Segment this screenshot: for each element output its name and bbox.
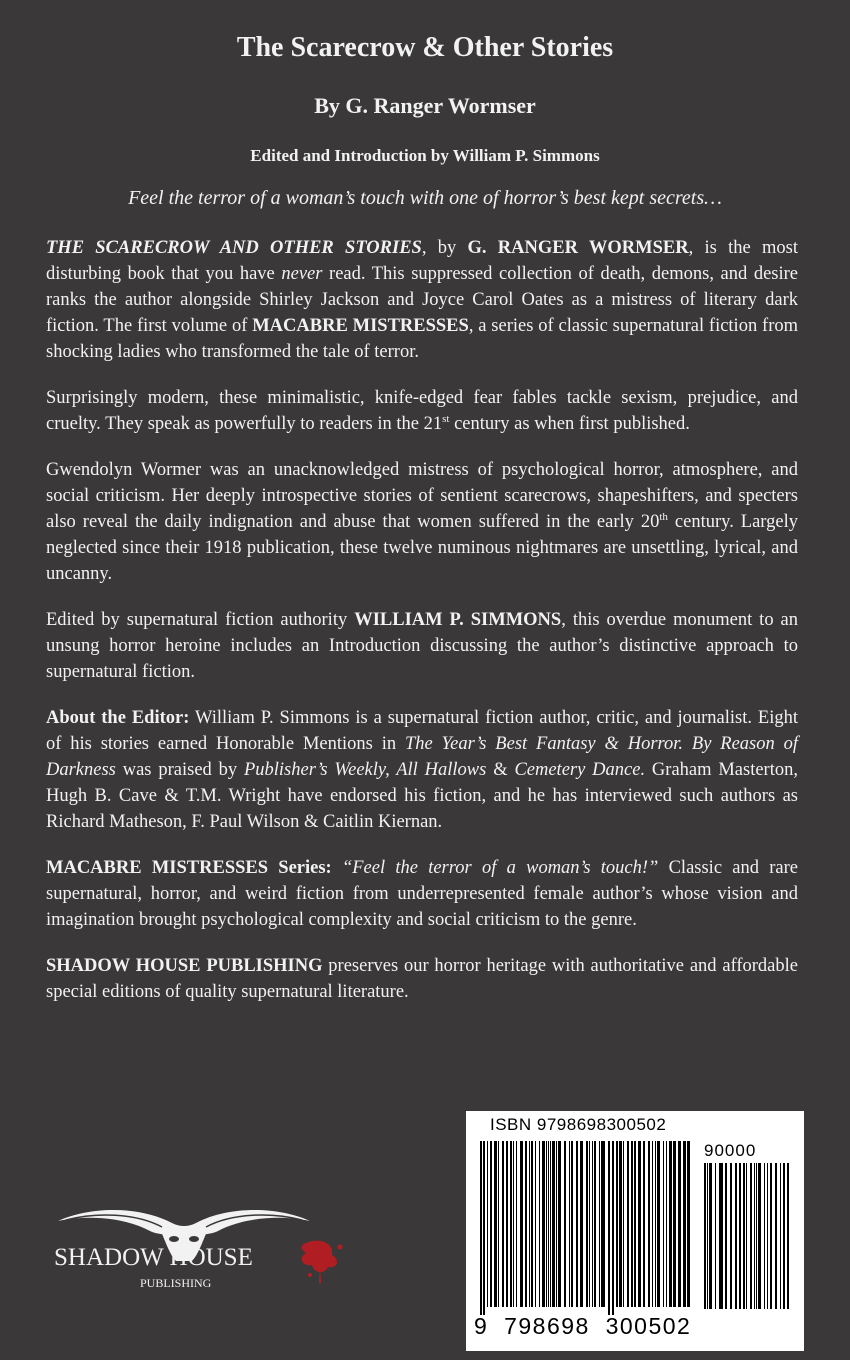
author-line: By G. Ranger Wormser <box>314 93 536 118</box>
barcode-bar <box>657 1141 660 1307</box>
series-caps: MACABRE MISTRESSES <box>252 316 469 336</box>
paragraph-about-editor <box>46 705 798 835</box>
barcode-bar <box>502 1141 504 1307</box>
barcode-bar <box>754 1163 755 1309</box>
barcode-bar <box>673 1141 676 1307</box>
barcode-bar <box>725 1163 727 1309</box>
barcode-bar <box>569 1141 570 1307</box>
barcode-bar <box>535 1141 536 1307</box>
addon-barcode-bars <box>702 1163 792 1313</box>
barcode-bar <box>678 1141 681 1307</box>
barcode-bar <box>592 1141 593 1307</box>
barcode-bar <box>709 1163 712 1309</box>
barcode-bar <box>648 1141 650 1307</box>
barcode-bar <box>764 1163 765 1309</box>
barcode-bar <box>631 1141 633 1307</box>
barcode-bar <box>666 1141 667 1307</box>
barcode-bar <box>552 1141 555 1307</box>
italic-run: Publisher’s Weekly, All Hallows <box>243 760 487 780</box>
barcode-bar <box>652 1141 653 1307</box>
price-code: 90000 <box>704 1141 757 1160</box>
text-run: , is the most disturbing book that you have <box>46 238 799 284</box>
barcode-bar <box>746 1163 747 1309</box>
barcode-bar <box>599 1141 600 1307</box>
barcode-bar <box>663 1141 664 1307</box>
barcode-bar <box>580 1141 583 1307</box>
italic-run: The Year’s Best Fantasy & Horror. By Reason of Darkness <box>46 734 798 780</box>
logo-subtitle: PUBLISHING <box>140 1276 212 1290</box>
text-run: Edited by supernatural fiction authority <box>46 610 355 630</box>
bull-skull-icon <box>48 1203 348 1293</box>
barcode-bar <box>564 1141 566 1307</box>
barcode-bar <box>576 1141 578 1307</box>
barcode-bar <box>719 1163 723 1309</box>
barcode-bar <box>594 1141 596 1307</box>
text-run: Classic and rare supernatural, horror, and weird fiction from underrepresented female author’s whose vision and imagination brought psychological complexity and social criticism to the genre. <box>46 858 798 930</box>
barcode-bar <box>687 1141 690 1307</box>
barcode-bar <box>608 1141 610 1315</box>
barcode-bar <box>707 1163 708 1309</box>
barcode-bar <box>483 1141 485 1315</box>
barcode-bar <box>546 1141 547 1307</box>
publisher-caps: SHADOW HOUSE PUBLISHING <box>46 956 323 976</box>
text-run: was praised by <box>115 760 244 780</box>
barcode-bar <box>490 1141 492 1307</box>
barcode-bar <box>542 1141 545 1307</box>
barcode-bar <box>586 1141 588 1307</box>
barcode-bar <box>513 1141 514 1307</box>
paragraph-editor <box>46 607 798 685</box>
barcode-bar <box>730 1163 732 1309</box>
barcode-bar <box>750 1163 752 1309</box>
barcode-bar <box>612 1141 614 1315</box>
barcode-bar <box>683 1141 686 1307</box>
barcode-bar <box>510 1141 512 1307</box>
blurb <box>46 235 798 1025</box>
barcode-bar <box>539 1141 540 1307</box>
barcode-bar <box>525 1141 527 1307</box>
barcode-bar <box>498 1141 499 1307</box>
barcode-bar <box>487 1141 488 1307</box>
barcode-bar <box>623 1141 624 1307</box>
text-run: , this overdue monument to an unsung horror heroine includes an Introduction discussing the author’s distinctive approach to supernatural fiction. <box>46 610 799 682</box>
text-run: , a series of classic supernatural fiction from shocking ladies who transformed the tale of terror. <box>46 316 798 362</box>
editor-caps: WILLIAM P. SIMMONS <box>354 610 562 630</box>
barcode-bar <box>556 1141 557 1307</box>
barcode-bar <box>601 1141 605 1307</box>
barcode-bar <box>627 1141 629 1307</box>
barcode-bar <box>669 1141 672 1307</box>
barcode-bar <box>516 1141 517 1307</box>
isbn-digits: 9 798698 300502 <box>474 1313 692 1339</box>
barcode-bars <box>478 1141 692 1317</box>
series-label: MACABRE MISTRESSES Series: <box>46 858 332 878</box>
barcode-bar <box>704 1163 706 1309</box>
about-editor-label: About the Editor: <box>46 708 190 728</box>
italic-run: Cemetery Dance. <box>514 760 646 780</box>
barcode-bar <box>770 1163 772 1309</box>
text-run: century. Largely neglected since their 1918 publication, these twelve numinous nightmares are unsettling, lyrical, and uncanny. <box>46 512 798 584</box>
barcode-bar <box>783 1163 785 1309</box>
ordinal-sup: st <box>442 412 450 425</box>
barcode-bar <box>715 1163 716 1309</box>
barcode-bar <box>634 1141 636 1307</box>
barcode-bar <box>643 1141 645 1307</box>
series-quote: “Feel the terror of a woman’s touch!” <box>341 858 659 878</box>
text-run: William P. Simmons is a supernatural fiction author, critic, and journalist. Eight of his stories earned Honorable Mentions in <box>46 708 798 754</box>
ordinal-sup: th <box>659 510 668 523</box>
paragraph-author <box>46 457 798 587</box>
barcode-bar <box>743 1163 745 1309</box>
text-run: , by <box>421 238 468 258</box>
isbn-label: ISBN 9798698300502 <box>490 1115 667 1134</box>
text-run: century as when first published. <box>449 414 690 434</box>
barcode-bar <box>758 1163 761 1309</box>
barcode-bar <box>735 1163 737 1309</box>
barcode-bar <box>529 1141 530 1307</box>
barcode-bar <box>775 1163 777 1309</box>
paragraph-modern <box>46 385 798 437</box>
barcode-bar <box>739 1163 741 1309</box>
paragraph-intro <box>46 235 798 365</box>
barcode-bar <box>531 1141 533 1307</box>
barcode-bar <box>638 1141 641 1307</box>
book-title: The Scarecrow & Other Stories <box>236 32 614 63</box>
barcode-bar <box>787 1163 789 1309</box>
logo-wordmark: SHADOW HOUSE <box>54 1244 253 1271</box>
barcode-bar <box>520 1141 523 1307</box>
author-caps: G. RANGER WORMSER <box>467 238 689 258</box>
text-run: & <box>486 760 515 780</box>
text-run: Graham Masterton, Hugh B. Cave & T.M. Wright have endorsed his fiction, and he has interviewed such authors as Richard Matheson, F. Paul Wilson & Caitlin Kiernan. <box>46 760 798 832</box>
barcode-bar <box>558 1141 561 1307</box>
barcode-bar <box>780 1163 781 1309</box>
barcode-bar <box>767 1163 768 1309</box>
barcode-bar <box>616 1141 618 1307</box>
title-caps: THE SCARECROW AND OTHER STORIES <box>46 238 422 258</box>
barcode-bar <box>550 1141 551 1307</box>
barcode-bar <box>756 1163 757 1309</box>
publisher-logo <box>48 1203 348 1293</box>
tagline: Feel the terror of a woman’s touch with one of horror’s best kept secrets… <box>128 187 722 209</box>
text-run <box>332 858 342 878</box>
isbn-barcode <box>466 1111 804 1351</box>
barcode-bar <box>480 1141 482 1315</box>
barcode-bar <box>494 1141 497 1307</box>
text-run: preserves our horror heritage with authoritative and affordable special editions of quality supernatural literature. <box>46 956 798 1002</box>
editor-line: Edited and Introduction by William P. Simmons <box>250 146 600 165</box>
barcode-bar <box>619 1141 622 1307</box>
barcode-bar <box>589 1141 590 1307</box>
barcode-bar <box>506 1141 508 1307</box>
barcode-bar <box>571 1141 573 1307</box>
paragraph-publisher <box>46 953 798 1005</box>
text-run: Gwendolyn Wormer was an unacknowledged mistress of psychological horror, atmosphere, and social criticism. Her deeply introspective stories of sentient scarecrows, shapeshifters, and specters also reveal the daily indignation and abuse that women suffered in the early 20 <box>46 460 798 532</box>
text-run: Surprisingly modern, these minimalistic, knife-edged fear fables tackle sexism, prejudice, and cruelty. They speak as powerfully to readers in the 21 <box>46 388 798 434</box>
barcode-bar <box>548 1141 549 1307</box>
paragraph-series <box>46 855 798 933</box>
emphasis-never: never <box>281 264 323 284</box>
barcode-bar <box>655 1141 656 1307</box>
text-run: read. This suppressed collection of death, demons, and desire ranks the author alongside Shirley Jackson and Joyce Carol Oates as a mistress of literary dark fiction. The first volume of <box>46 264 798 336</box>
